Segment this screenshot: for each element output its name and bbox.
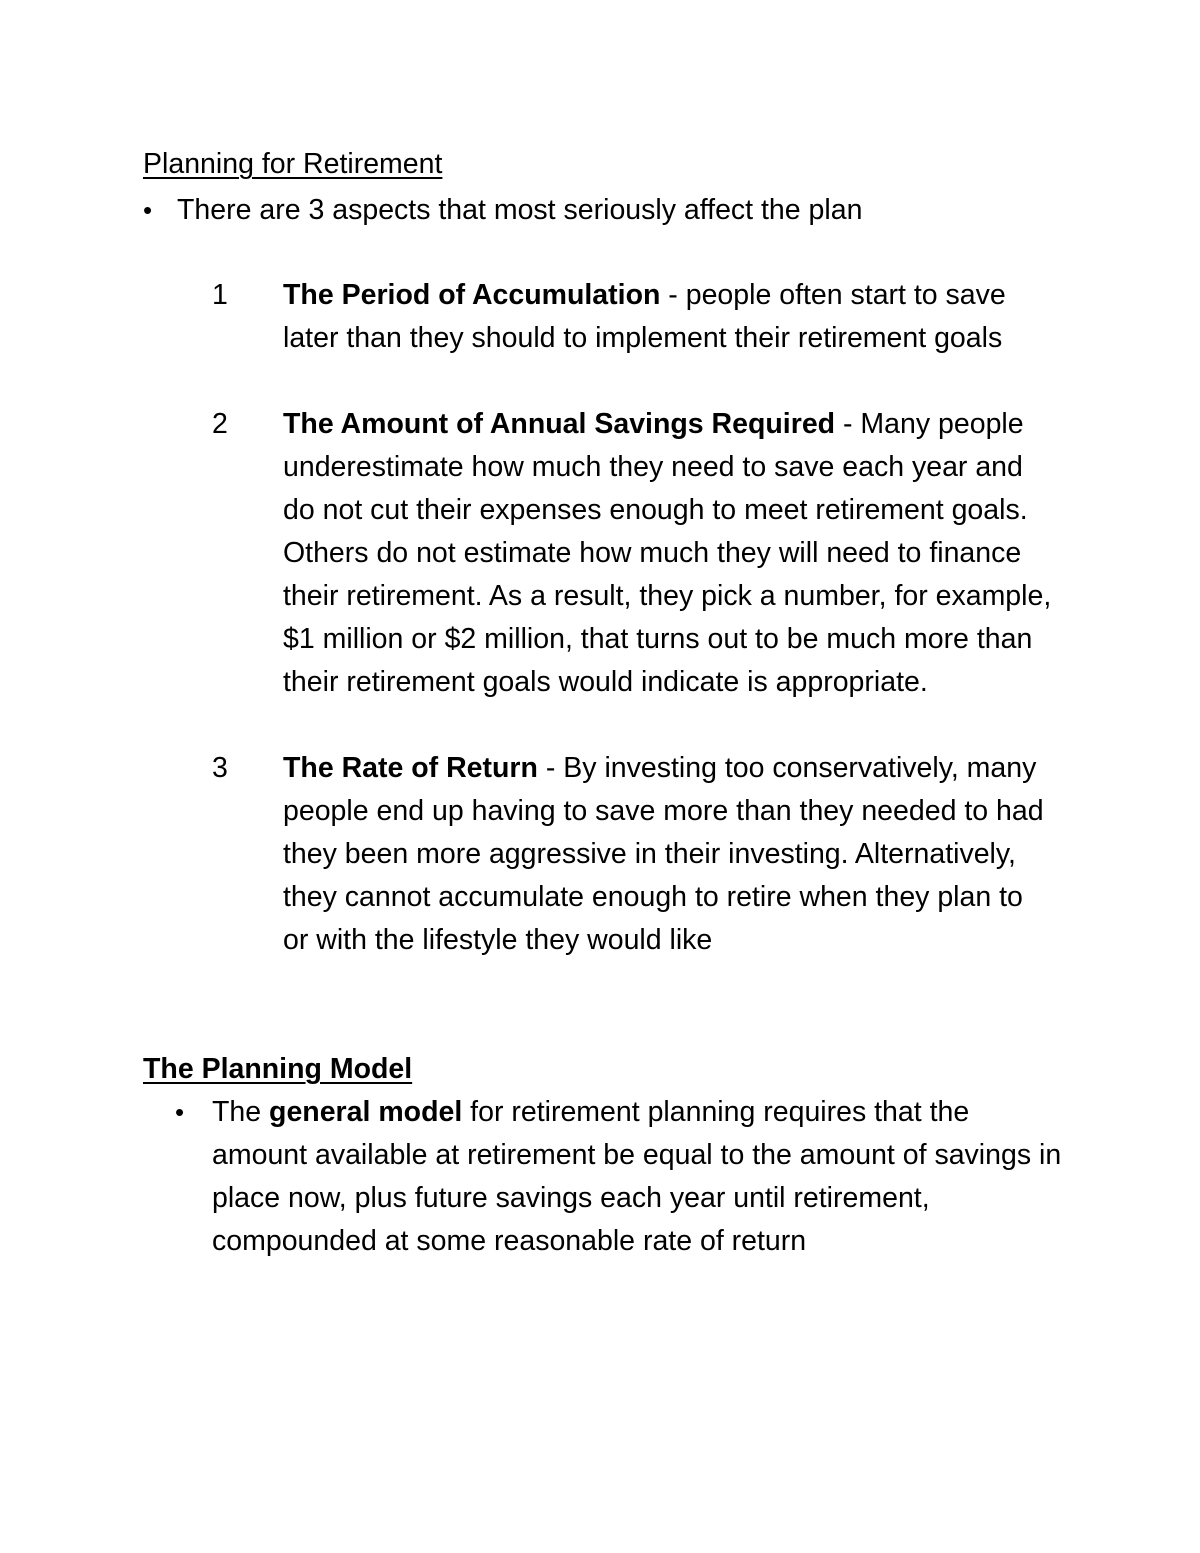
section-title-planning-for-retirement: Planning for Retirement — [143, 148, 443, 180]
item-text: people often start to save later than they should to implement their retirement goals — [283, 279, 1006, 354]
numbered-item-2 — [212, 403, 1062, 704]
item-content — [283, 747, 1053, 962]
item-separator: - — [537, 752, 564, 784]
intro-bullet-text: There are 3 aspects that most seriously affect the plan — [177, 194, 863, 226]
item-term: The Amount of Annual Savings Required — [283, 408, 836, 440]
item-content — [283, 403, 1053, 704]
item-number: 1 — [212, 279, 228, 311]
bullet-icon: • — [175, 1097, 185, 1127]
item-number: 2 — [212, 408, 228, 440]
numbered-item-1 — [212, 274, 1062, 360]
item-text: Many people underestimate how much they need to save each year and do not cut their expenses enough to meet retirement goals. Others do not estimate how much they will need to finance their retirement. As a result, they pick a number, for example, $1 million or $2 million, that turns out to be much more than their retirement goals would indicate is appropriate. — [283, 408, 1052, 698]
item-separator: - — [835, 408, 861, 440]
numbered-item-3 — [212, 747, 1062, 962]
intro-bullet-item — [143, 189, 1143, 232]
item-number: 3 — [212, 752, 228, 784]
item-term: The Rate of Return — [283, 752, 538, 784]
item-text: By investing too conservatively, many people end up having to save more than they needed to had they been more aggressive in their investing. Alternatively, they cannot accumulate enough to retire when they plan to or with the lifestyle they would like — [283, 752, 1044, 956]
item-term: The Period of Accumulation — [283, 279, 661, 311]
section-title-planning-model: The Planning Model — [143, 1053, 413, 1085]
item-separator: - — [660, 279, 686, 311]
general-model-term: general model — [269, 1096, 463, 1128]
model-bullet-text: The general model for retirement planning requires that the amount available at retirement be equal to the amount of savings in place now, plus future savings each year until retirement, compounded at some reasonable rate of return — [212, 1096, 1062, 1257]
item-content — [283, 274, 1053, 360]
bullet-icon: • — [143, 195, 153, 225]
model-bullet-item — [175, 1091, 1075, 1263]
